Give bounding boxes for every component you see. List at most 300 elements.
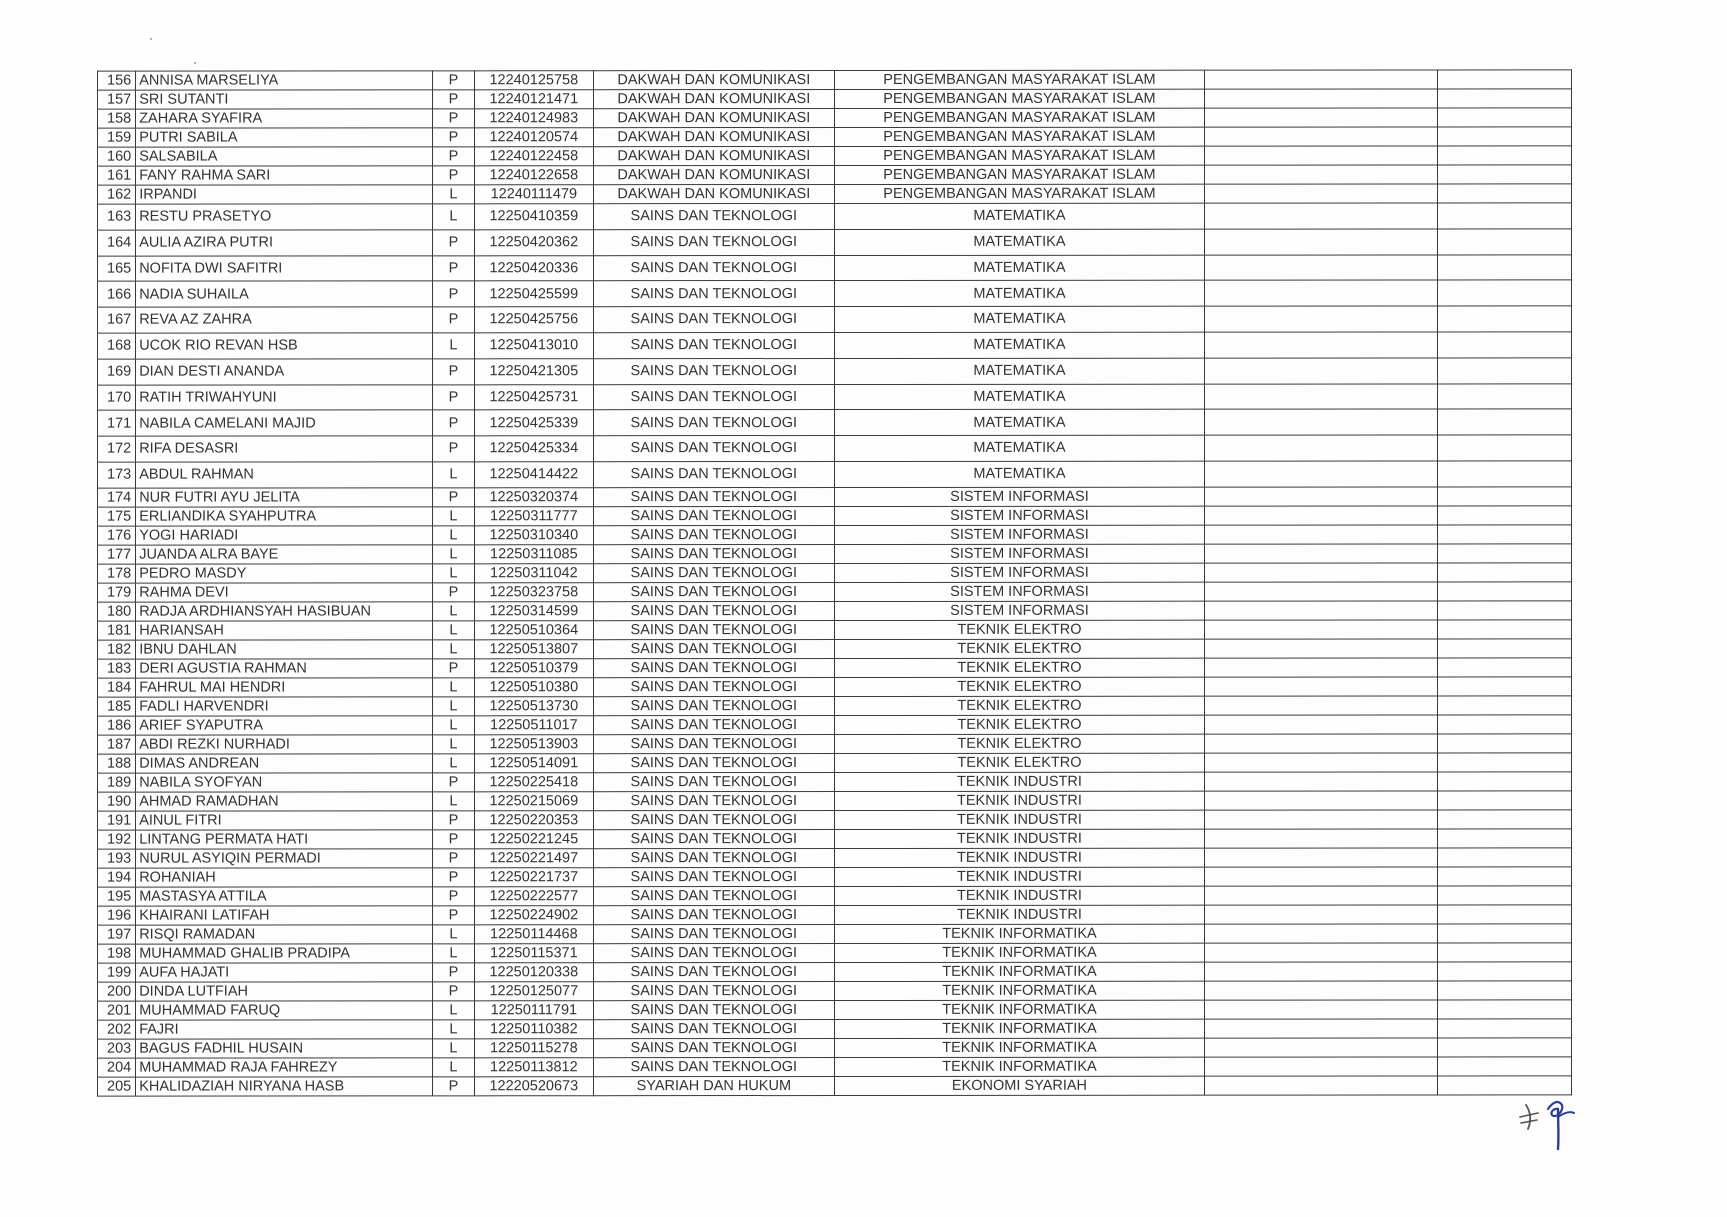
table-row bbox=[98, 108, 1572, 128]
empty-cell bbox=[1204, 810, 1437, 829]
student-name-cell: DINDA LUTFIAH bbox=[136, 982, 433, 1001]
student-name-cell: DERI AGUSTIA RAHMAN bbox=[136, 659, 433, 678]
student-name-cell: ANNISA MARSELIYA bbox=[136, 71, 433, 90]
study-program-cell: PENGEMBANGAN MASYARAKAT ISLAM bbox=[834, 127, 1204, 146]
gender-cell: P bbox=[432, 255, 474, 281]
empty-cell bbox=[1204, 715, 1437, 734]
row-number-cell: 203 bbox=[98, 1039, 136, 1058]
gender-cell: L bbox=[432, 621, 474, 640]
student-name-cell: KHALIDAZIAH NIRYANA HASB bbox=[136, 1077, 433, 1096]
gender-cell: P bbox=[432, 906, 474, 925]
nim-cell: 12250420362 bbox=[475, 230, 594, 256]
nim-cell: 12250311085 bbox=[475, 544, 594, 563]
empty-cell bbox=[1438, 1019, 1572, 1038]
empty-cell bbox=[1204, 601, 1437, 620]
row-number-cell: 195 bbox=[98, 887, 136, 906]
student-name-cell: ABDI REZKI NURHADI bbox=[136, 735, 433, 754]
row-number-cell: 183 bbox=[98, 659, 136, 678]
study-program-cell: SISTEM INFORMASI bbox=[834, 525, 1204, 544]
study-program-cell: TEKNIK INFORMATIKA bbox=[834, 1038, 1204, 1057]
empty-cell bbox=[1204, 582, 1437, 601]
empty-cell bbox=[1204, 658, 1437, 677]
empty-cell bbox=[1204, 791, 1437, 810]
student-name-cell: MASTASYA ATTILA bbox=[136, 887, 433, 906]
student-name-cell: NABILA CAMELANI MAJID bbox=[136, 410, 433, 436]
faculty-cell: DAKWAH DAN KOMUNIKASI bbox=[593, 185, 834, 204]
nim-cell: 12250311042 bbox=[475, 563, 594, 582]
row-number-cell: 191 bbox=[98, 811, 136, 830]
row-number-cell: 199 bbox=[98, 963, 136, 982]
faculty-cell: SAINS DAN TEKNOLOGI bbox=[593, 307, 834, 333]
empty-cell bbox=[1204, 943, 1437, 962]
student-name-cell: LINTANG PERMATA HATI bbox=[136, 830, 433, 849]
empty-cell bbox=[1438, 332, 1572, 358]
row-number-cell: 184 bbox=[98, 678, 136, 697]
row-number-cell: 193 bbox=[98, 849, 136, 868]
table-row bbox=[98, 981, 1572, 1001]
empty-cell bbox=[1438, 582, 1572, 601]
nim-cell: 12250311777 bbox=[475, 506, 594, 525]
faculty-cell: SAINS DAN TEKNOLOGI bbox=[593, 772, 834, 791]
gender-cell: P bbox=[432, 90, 474, 109]
row-number-cell: 171 bbox=[98, 410, 136, 436]
empty-cell bbox=[1438, 886, 1572, 905]
empty-cell bbox=[1204, 924, 1437, 943]
empty-cell bbox=[1204, 1038, 1437, 1057]
student-name-cell: BAGUS FADHIL HUSAIN bbox=[136, 1039, 433, 1058]
nim-cell: 12220520673 bbox=[475, 1076, 594, 1095]
table-row bbox=[98, 658, 1572, 678]
table-row bbox=[98, 867, 1572, 887]
empty-cell bbox=[1204, 89, 1437, 108]
faculty-cell: DAKWAH DAN KOMUNIKASI bbox=[593, 166, 834, 185]
study-program-cell: TEKNIK INFORMATIKA bbox=[834, 943, 1204, 962]
student-name-cell: MUHAMMAD RAJA FAHREZY bbox=[136, 1058, 433, 1077]
gender-cell: P bbox=[432, 811, 474, 830]
nim-cell: 12250425334 bbox=[475, 436, 594, 462]
row-number-cell: 180 bbox=[98, 602, 136, 621]
empty-cell bbox=[1204, 1057, 1437, 1076]
faculty-cell: SAINS DAN TEKNOLOGI bbox=[593, 255, 834, 281]
nim-cell: 12250323758 bbox=[475, 582, 594, 601]
row-number-cell: 168 bbox=[98, 333, 136, 359]
signature bbox=[1518, 1095, 1588, 1155]
study-program-cell: MATEMATIKA bbox=[834, 435, 1204, 461]
faculty-cell: SAINS DAN TEKNOLOGI bbox=[593, 410, 834, 436]
student-name-cell: KHAIRANI LATIFAH bbox=[136, 906, 433, 925]
student-name-cell: JUANDA ALRA BAYE bbox=[136, 545, 433, 564]
empty-cell bbox=[1204, 384, 1437, 410]
gender-cell: L bbox=[432, 944, 474, 963]
study-program-cell: SISTEM INFORMASI bbox=[834, 544, 1204, 563]
study-program-cell: TEKNIK ELEKTRO bbox=[834, 677, 1204, 696]
gender-cell: L bbox=[432, 185, 474, 204]
empty-cell bbox=[1438, 108, 1572, 127]
study-program-cell: SISTEM INFORMASI bbox=[834, 582, 1204, 601]
empty-cell bbox=[1438, 127, 1572, 146]
empty-cell bbox=[1438, 734, 1572, 753]
student-name-cell: MUHAMMAD GHALIB PRADIPA bbox=[136, 944, 433, 963]
study-program-cell: MATEMATIKA bbox=[834, 255, 1204, 281]
nim-cell: 12250110382 bbox=[475, 1019, 594, 1038]
row-number-cell: 162 bbox=[98, 185, 136, 204]
table-row bbox=[98, 525, 1572, 545]
table-row bbox=[98, 1057, 1572, 1077]
row-number-cell: 179 bbox=[98, 583, 136, 602]
empty-cell bbox=[1438, 254, 1572, 280]
empty-cell bbox=[1204, 70, 1437, 89]
gender-cell: P bbox=[432, 307, 474, 333]
student-name-cell: ARIEF SYAPUTRA bbox=[136, 716, 433, 735]
study-program-cell: TEKNIK ELEKTRO bbox=[834, 658, 1204, 677]
table-row bbox=[98, 905, 1572, 925]
gender-cell: P bbox=[432, 849, 474, 868]
empty-cell bbox=[1204, 848, 1437, 867]
gender-cell: L bbox=[432, 545, 474, 564]
row-number-cell: 178 bbox=[98, 564, 136, 583]
empty-cell bbox=[1204, 255, 1437, 281]
faculty-cell: SAINS DAN TEKNOLOGI bbox=[593, 436, 834, 462]
row-number-cell: 156 bbox=[98, 71, 136, 90]
gender-cell: P bbox=[432, 659, 474, 678]
table-row bbox=[98, 544, 1572, 564]
study-program-cell: TEKNIK INFORMATIKA bbox=[834, 924, 1204, 943]
faculty-cell: SAINS DAN TEKNOLOGI bbox=[593, 658, 834, 677]
gender-cell: P bbox=[432, 963, 474, 982]
gender-cell: L bbox=[432, 678, 474, 697]
student-name-cell: NUR FUTRI AYU JELITA bbox=[136, 488, 433, 507]
nim-cell: 12250115371 bbox=[475, 943, 594, 962]
student-name-cell: FADLI HARVENDRI bbox=[136, 697, 433, 716]
gender-cell: L bbox=[432, 1001, 474, 1020]
faculty-cell: SAINS DAN TEKNOLOGI bbox=[593, 358, 834, 384]
study-program-cell: TEKNIK INDUSTRI bbox=[834, 791, 1204, 810]
table-row bbox=[98, 146, 1572, 166]
table-row bbox=[98, 829, 1572, 849]
scan-speck bbox=[150, 38, 152, 40]
nim-cell: 12240125758 bbox=[475, 71, 594, 90]
gender-cell: P bbox=[432, 773, 474, 792]
study-program-cell: TEKNIK INFORMATIKA bbox=[834, 1019, 1204, 1038]
faculty-cell: SAINS DAN TEKNOLOGI bbox=[593, 1019, 834, 1038]
empty-cell bbox=[1438, 943, 1572, 962]
study-program-cell: TEKNIK INDUSTRI bbox=[834, 886, 1204, 905]
row-number-cell: 197 bbox=[98, 925, 136, 944]
empty-cell bbox=[1204, 696, 1437, 715]
gender-cell: P bbox=[432, 982, 474, 1001]
student-name-cell: AHMAD RAMADHAN bbox=[136, 792, 433, 811]
faculty-cell: SAINS DAN TEKNOLOGI bbox=[593, 924, 834, 943]
empty-cell bbox=[1438, 1038, 1572, 1057]
faculty-cell: SAINS DAN TEKNOLOGI bbox=[593, 962, 834, 981]
faculty-cell: SAINS DAN TEKNOLOGI bbox=[593, 943, 834, 962]
empty-cell bbox=[1438, 639, 1572, 658]
faculty-cell: SAINS DAN TEKNOLOGI bbox=[593, 204, 834, 230]
student-name-cell: UCOK RIO REVAN HSB bbox=[136, 333, 433, 359]
empty-cell bbox=[1204, 487, 1437, 506]
student-name-cell: DIAN DESTI ANANDA bbox=[136, 359, 433, 385]
empty-cell bbox=[1438, 506, 1572, 525]
empty-cell bbox=[1438, 544, 1572, 563]
empty-cell bbox=[1204, 639, 1437, 658]
nim-cell: 12250220353 bbox=[475, 810, 594, 829]
gender-cell: L bbox=[432, 204, 474, 230]
empty-cell bbox=[1438, 487, 1572, 506]
table-row bbox=[98, 791, 1572, 811]
gender-cell: L bbox=[432, 640, 474, 659]
study-program-cell: MATEMATIKA bbox=[834, 358, 1204, 384]
table-row bbox=[98, 487, 1572, 507]
student-name-cell: SRI SUTANTI bbox=[136, 90, 433, 109]
nim-cell: 12250425599 bbox=[475, 281, 594, 307]
student-name-cell: AINUL FITRI bbox=[136, 811, 433, 830]
student-name-cell: REVA AZ ZAHRA bbox=[136, 307, 433, 333]
study-program-cell: TEKNIK INDUSTRI bbox=[834, 848, 1204, 867]
row-number-cell: 186 bbox=[98, 716, 136, 735]
row-number-cell: 181 bbox=[98, 621, 136, 640]
nim-cell: 12250222577 bbox=[475, 886, 594, 905]
study-program-cell: PENGEMBANGAN MASYARAKAT ISLAM bbox=[834, 184, 1204, 203]
empty-cell bbox=[1204, 203, 1437, 229]
table-row bbox=[98, 1038, 1572, 1058]
row-number-cell: 192 bbox=[98, 830, 136, 849]
gender-cell: L bbox=[432, 716, 474, 735]
nim-cell: 12240122458 bbox=[475, 147, 594, 166]
study-program-cell: PENGEMBANGAN MASYARAKAT ISLAM bbox=[834, 70, 1204, 89]
study-program-cell: SISTEM INFORMASI bbox=[834, 506, 1204, 525]
study-program-cell: TEKNIK INDUSTRI bbox=[834, 905, 1204, 924]
gender-cell: L bbox=[432, 507, 474, 526]
nim-cell: 12250510380 bbox=[475, 677, 594, 696]
empty-cell bbox=[1204, 753, 1437, 772]
empty-cell bbox=[1204, 563, 1437, 582]
empty-cell bbox=[1204, 981, 1437, 1000]
nim-cell: 12250420336 bbox=[475, 255, 594, 281]
table-row bbox=[98, 435, 1572, 462]
faculty-cell: SAINS DAN TEKNOLOGI bbox=[593, 506, 834, 525]
empty-cell bbox=[1438, 409, 1572, 435]
table-row bbox=[98, 772, 1572, 792]
empty-cell bbox=[1438, 601, 1572, 620]
study-program-cell: TEKNIK INDUSTRI bbox=[834, 867, 1204, 886]
faculty-cell: SAINS DAN TEKNOLOGI bbox=[593, 601, 834, 620]
row-number-cell: 185 bbox=[98, 697, 136, 716]
faculty-cell: SYARIAH DAN HUKUM bbox=[593, 1076, 834, 1095]
gender-cell: P bbox=[432, 71, 474, 90]
student-name-cell: IRPANDI bbox=[136, 185, 433, 204]
handwritten-paraf-icon bbox=[1518, 1095, 1588, 1155]
empty-cell bbox=[1438, 203, 1572, 229]
gender-cell: L bbox=[432, 526, 474, 545]
nim-cell: 12250513903 bbox=[475, 734, 594, 753]
table-row bbox=[98, 924, 1572, 944]
nim-cell: 12250421305 bbox=[475, 358, 594, 384]
faculty-cell: SAINS DAN TEKNOLOGI bbox=[593, 525, 834, 544]
row-number-cell: 157 bbox=[98, 90, 136, 109]
student-name-cell: FAHRUL MAI HENDRI bbox=[136, 678, 433, 697]
empty-cell bbox=[1438, 280, 1572, 306]
faculty-cell: SAINS DAN TEKNOLOGI bbox=[593, 639, 834, 658]
empty-cell bbox=[1438, 810, 1572, 829]
gender-cell: P bbox=[432, 147, 474, 166]
table-row bbox=[98, 1076, 1572, 1096]
empty-cell bbox=[1438, 1076, 1572, 1095]
empty-cell bbox=[1204, 435, 1437, 461]
faculty-cell: SAINS DAN TEKNOLOGI bbox=[593, 544, 834, 563]
empty-cell bbox=[1438, 1000, 1572, 1019]
nim-cell: 12250425339 bbox=[475, 410, 594, 436]
row-number-cell: 164 bbox=[98, 230, 136, 256]
empty-cell bbox=[1438, 89, 1572, 108]
row-number-cell: 163 bbox=[98, 204, 136, 230]
empty-cell bbox=[1438, 658, 1572, 677]
table-row bbox=[98, 203, 1572, 230]
table-row bbox=[98, 127, 1572, 147]
empty-cell bbox=[1438, 358, 1572, 384]
student-name-cell: AUFA HAJATI bbox=[136, 963, 433, 982]
row-number-cell: 190 bbox=[98, 792, 136, 811]
row-number-cell: 188 bbox=[98, 754, 136, 773]
nim-cell: 12250414422 bbox=[475, 462, 594, 488]
study-program-cell: SISTEM INFORMASI bbox=[834, 487, 1204, 506]
study-program-cell: TEKNIK ELEKTRO bbox=[834, 696, 1204, 715]
nim-cell: 12250114468 bbox=[475, 924, 594, 943]
empty-cell bbox=[1204, 506, 1437, 525]
row-number-cell: 161 bbox=[98, 166, 136, 185]
nim-cell: 12240111479 bbox=[475, 185, 594, 204]
student-name-cell: NURUL ASYIQIN PERMADI bbox=[136, 849, 433, 868]
study-program-cell: TEKNIK INDUSTRI bbox=[834, 772, 1204, 791]
table-row bbox=[98, 70, 1572, 90]
nim-cell: 12250225418 bbox=[475, 772, 594, 791]
row-number-cell: 165 bbox=[98, 256, 136, 282]
faculty-cell: SAINS DAN TEKNOLOGI bbox=[593, 886, 834, 905]
table-row bbox=[98, 383, 1572, 410]
gender-cell: P bbox=[432, 488, 474, 507]
study-program-cell: TEKNIK ELEKTRO bbox=[834, 639, 1204, 658]
table-row bbox=[98, 184, 1572, 204]
nim-cell: 12250221737 bbox=[475, 867, 594, 886]
student-name-cell: IBNU DAHLAN bbox=[136, 640, 433, 659]
empty-cell bbox=[1204, 306, 1437, 332]
study-program-cell: PENGEMBANGAN MASYARAKAT ISLAM bbox=[834, 108, 1204, 127]
empty-cell bbox=[1204, 461, 1437, 487]
nim-cell: 12240120574 bbox=[475, 128, 594, 147]
empty-cell bbox=[1438, 435, 1572, 461]
study-program-cell: MATEMATIKA bbox=[834, 384, 1204, 410]
faculty-cell: DAKWAH DAN KOMUNIKASI bbox=[593, 147, 834, 166]
gender-cell: L bbox=[432, 1020, 474, 1039]
gender-cell: P bbox=[432, 128, 474, 147]
gender-cell: P bbox=[432, 436, 474, 462]
gender-cell: L bbox=[432, 735, 474, 754]
table-row bbox=[98, 280, 1572, 307]
empty-cell bbox=[1438, 165, 1572, 184]
row-number-cell: 159 bbox=[98, 128, 136, 147]
empty-cell bbox=[1204, 1000, 1437, 1019]
row-number-cell: 194 bbox=[98, 868, 136, 887]
student-name-cell: SALSABILA bbox=[136, 147, 433, 166]
study-program-cell: TEKNIK INFORMATIKA bbox=[834, 962, 1204, 981]
faculty-cell: DAKWAH DAN KOMUNIKASI bbox=[593, 71, 834, 90]
row-number-cell: 174 bbox=[98, 488, 136, 507]
study-program-cell: MATEMATIKA bbox=[834, 281, 1204, 307]
student-name-cell: ZAHARA SYAFIRA bbox=[136, 109, 433, 128]
table-row bbox=[98, 753, 1572, 773]
gender-cell: L bbox=[432, 697, 474, 716]
faculty-cell: SAINS DAN TEKNOLOGI bbox=[593, 229, 834, 255]
study-program-cell: EKONOMI SYARIAH bbox=[834, 1076, 1204, 1095]
nim-cell: 12250410359 bbox=[475, 204, 594, 230]
student-name-cell: RADJA ARDHIANSYAH HASIBUAN bbox=[136, 602, 433, 621]
nim-cell: 12250221245 bbox=[475, 829, 594, 848]
empty-cell bbox=[1438, 563, 1572, 582]
row-number-cell: 166 bbox=[98, 282, 136, 308]
empty-cell bbox=[1438, 677, 1572, 696]
faculty-cell: SAINS DAN TEKNOLOGI bbox=[593, 696, 834, 715]
student-name-cell: NOFITA DWI SAFITRI bbox=[136, 255, 433, 281]
study-program-cell: TEKNIK ELEKTRO bbox=[834, 753, 1204, 772]
study-program-cell: SISTEM INFORMASI bbox=[834, 563, 1204, 582]
nim-cell: 12240122658 bbox=[475, 166, 594, 185]
table-row bbox=[98, 89, 1572, 109]
study-program-cell: MATEMATIKA bbox=[834, 203, 1204, 229]
table-row bbox=[98, 461, 1572, 488]
faculty-cell: SAINS DAN TEKNOLOGI bbox=[593, 563, 834, 582]
gender-cell: P bbox=[432, 281, 474, 307]
nim-cell: 12250224902 bbox=[475, 905, 594, 924]
table-row bbox=[98, 943, 1572, 963]
table-row bbox=[98, 734, 1572, 754]
table-row bbox=[98, 886, 1572, 906]
gender-cell: P bbox=[432, 868, 474, 887]
study-program-cell: MATEMATIKA bbox=[834, 410, 1204, 436]
faculty-cell: SAINS DAN TEKNOLOGI bbox=[593, 1057, 834, 1076]
row-number-cell: 167 bbox=[98, 307, 136, 333]
empty-cell bbox=[1438, 461, 1572, 487]
nim-cell: 12250425731 bbox=[475, 384, 594, 410]
row-number-cell: 177 bbox=[98, 545, 136, 564]
table-row bbox=[98, 1000, 1572, 1020]
faculty-cell: SAINS DAN TEKNOLOGI bbox=[593, 461, 834, 487]
table-row bbox=[98, 639, 1572, 659]
row-number-cell: 160 bbox=[98, 147, 136, 166]
nim-cell: 12250314599 bbox=[475, 601, 594, 620]
nim-cell: 12250513730 bbox=[475, 696, 594, 715]
gender-cell: L bbox=[432, 1039, 474, 1058]
study-program-cell: MATEMATIKA bbox=[834, 332, 1204, 358]
student-name-cell: ERLIANDIKA SYAHPUTRA bbox=[136, 507, 433, 526]
row-number-cell: 189 bbox=[98, 773, 136, 792]
student-name-cell: DIMAS ANDREAN bbox=[136, 754, 433, 773]
empty-cell bbox=[1204, 962, 1437, 981]
row-number-cell: 175 bbox=[98, 507, 136, 526]
empty-cell bbox=[1204, 108, 1437, 127]
faculty-cell: SAINS DAN TEKNOLOGI bbox=[593, 981, 834, 1000]
row-number-cell: 198 bbox=[98, 944, 136, 963]
table-row bbox=[98, 715, 1572, 735]
study-program-cell: PENGEMBANGAN MASYARAKAT ISLAM bbox=[834, 89, 1204, 108]
faculty-cell: SAINS DAN TEKNOLOGI bbox=[593, 734, 834, 753]
empty-cell bbox=[1204, 886, 1437, 905]
study-program-cell: TEKNIK ELEKTRO bbox=[834, 715, 1204, 734]
gender-cell: P bbox=[432, 830, 474, 849]
student-name-cell: RISQI RAMADAN bbox=[136, 925, 433, 944]
empty-cell bbox=[1204, 1019, 1437, 1038]
study-program-cell: TEKNIK INFORMATIKA bbox=[834, 1057, 1204, 1076]
table-row bbox=[98, 601, 1572, 621]
gender-cell: P bbox=[432, 359, 474, 385]
